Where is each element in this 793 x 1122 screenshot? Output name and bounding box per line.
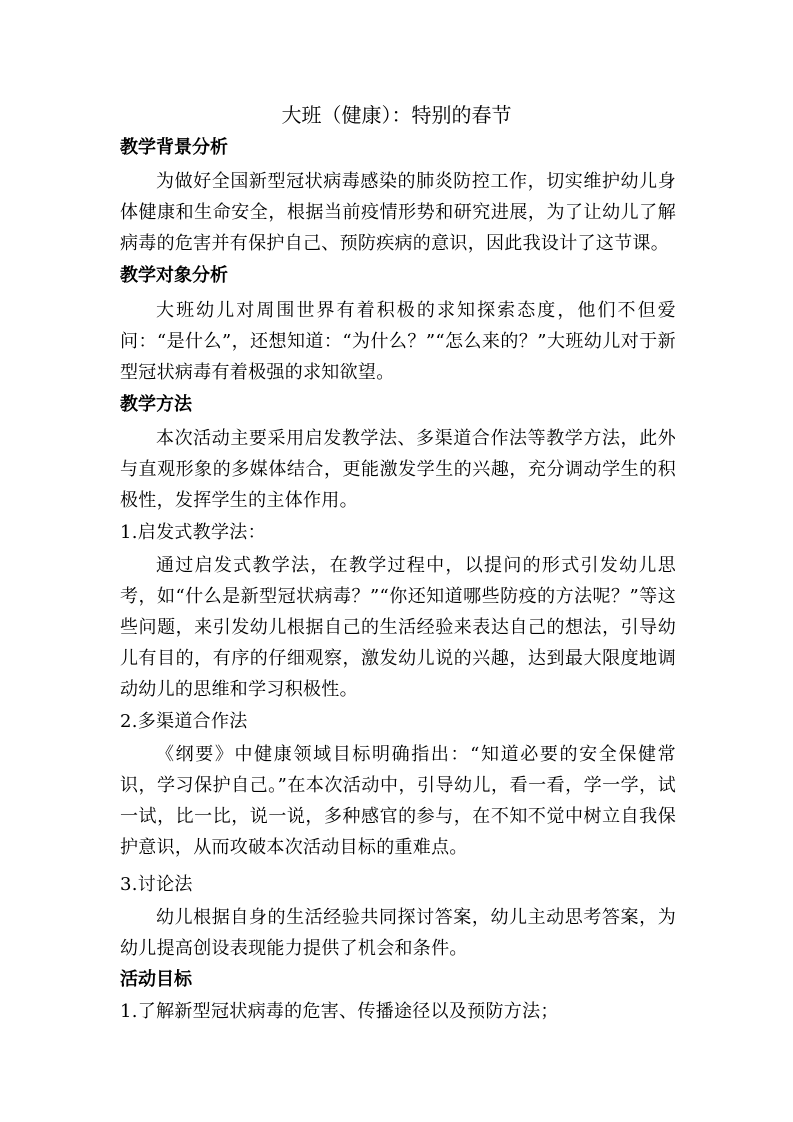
goal-item-1: 1.了解新型冠状病毒的危害、传播途径以及预防方法； [120, 1001, 559, 1022]
paragraph-background: 为做好全国新型冠状病毒感染的肺炎防控工作，切实维护幼儿身体健康和生命安全，根据当前疫情形势和研究进展，为了让幼儿了解病毒的危害并有保护自己、预防疾病的意识，因此我设计了这节课。 [120, 171, 676, 254]
section-heading-audience: 教学对象分析 [120, 265, 228, 286]
method-item-label-2: 2.多渠道合作法 [120, 711, 248, 732]
section-heading-goals: 活动目标 [120, 969, 192, 990]
method-item-label-1: 1.启发式教学法： [120, 522, 266, 543]
section-heading-background: 教学背景分析 [120, 137, 228, 158]
paragraph-methods: 本次活动主要采用启发教学法、多渠道合作法等教学方法，此外与直观形象的多媒体结合，更能激发学生的兴趣，充分调动学生的积极性，发挥学生的主体作用。 [120, 428, 676, 511]
method-item-label-3: 3.讨论法 [120, 874, 193, 895]
paragraph-audience: 大班幼儿对周围世界有着积极的求知探索态度，他们不但爱问：“是什么”，还想知道：“为什么？”“怎么来的？”大班幼儿对于新型冠状病毒有着极强的求知欲望。 [120, 300, 676, 383]
method-item-text-2: 《纲要》中健康领域目标明确指出：“知道必要的安全保健常识，学习保护自己。”在本次活动中，引导幼儿，看一看，学一学，试一试，比一比，说一说，多种感官的参与，在不知不觉中树立自我保护意识，从而攻破本次活动目标的重难点。 [120, 744, 676, 858]
method-item-text-3: 幼儿根据自身的生活经验共同探讨答案，幼儿主动思考答案，为幼儿提高创设表现能力提供了机会和条件。 [120, 907, 676, 959]
section-heading-methods: 教学方法 [120, 394, 192, 415]
method-item-text-1: 通过启发式教学法，在教学过程中，以提问的形式引发幼儿思考，如“什么是新型冠状病毒？”“你还知道哪些防疫的方法呢？”等这些问题，来引发幼儿根据自己的生活经验来表达自己的想法，引导幼儿有目的，有序的仔细观察，激发幼儿说的兴趣，达到最大限度地调动幼儿的思维和学习积极性。 [120, 555, 676, 700]
page-title: 大班（健康）：特别的春节 [281, 103, 512, 127]
